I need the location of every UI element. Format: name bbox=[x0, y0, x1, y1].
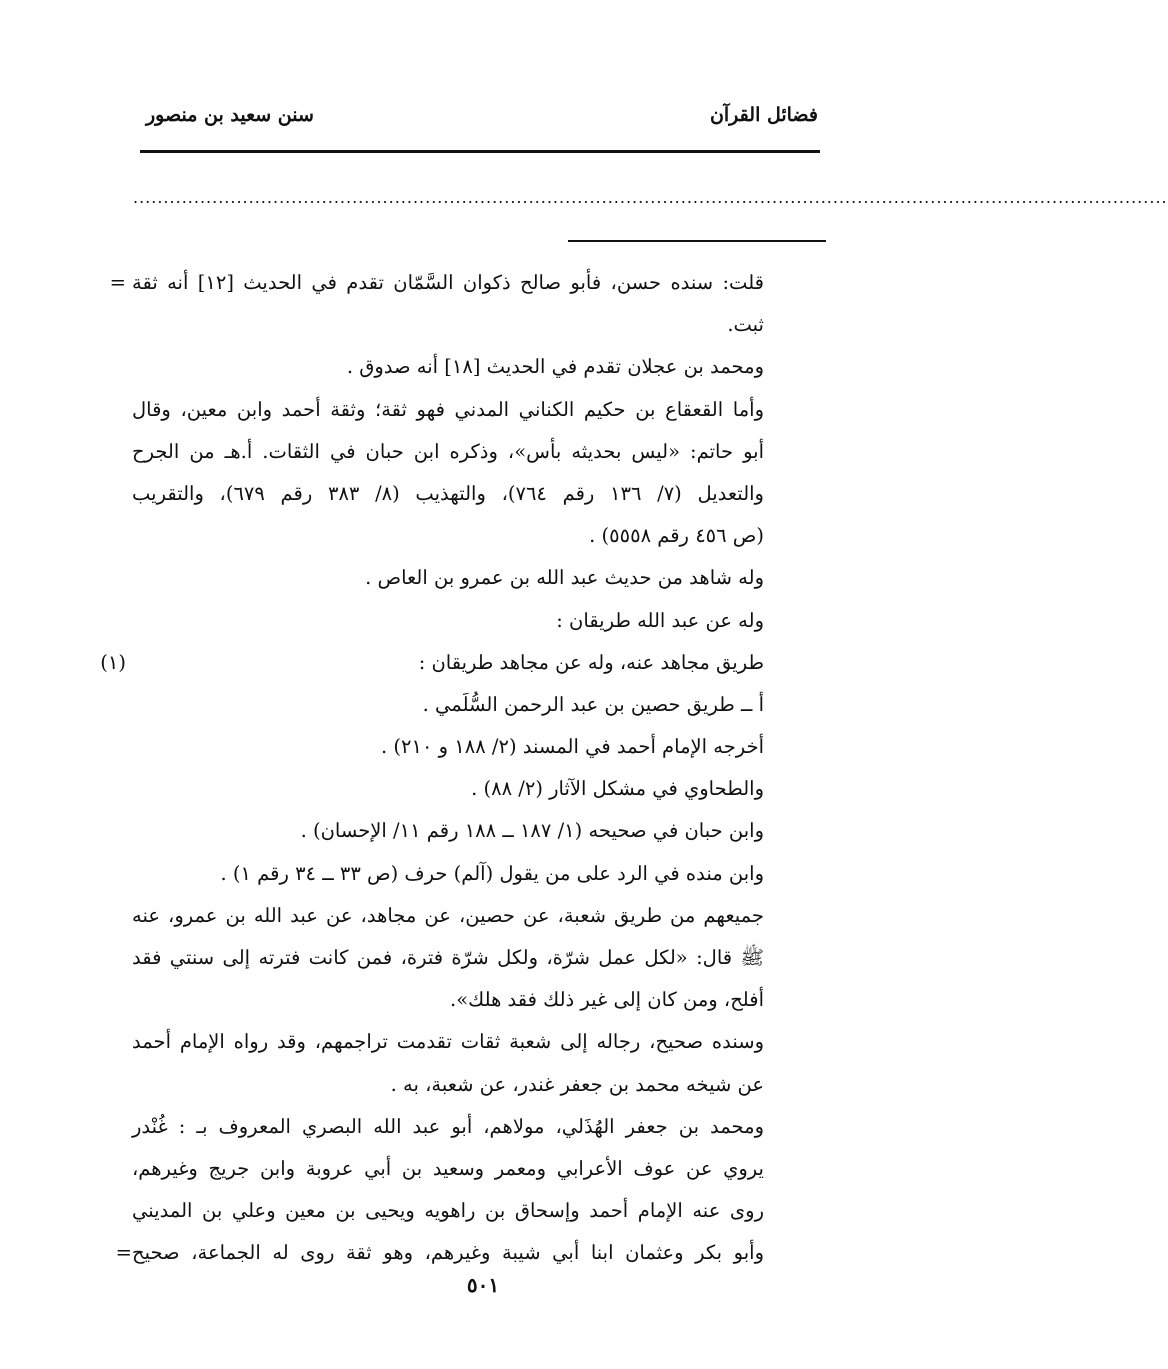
text-line: طريق مجاهد عنه، وله عن مجاهد طريقان : bbox=[418, 650, 764, 674]
text-line: أخرجه الإمام أحمد في المسند (٢/ ١٨٨ و ٢١٠) . bbox=[381, 735, 764, 759]
footnote-number: (١) bbox=[100, 650, 126, 674]
continuation-marker: = bbox=[109, 271, 126, 294]
header-rule bbox=[140, 150, 820, 153]
text-line: روى عنه الإمام أحمد وإسحاق بن راهويه ويحيى بن معين وعلي بن المديني bbox=[132, 1199, 764, 1223]
page-number: ٥٠١ bbox=[466, 1273, 500, 1297]
text-line: يروي عن عوف الأعرابي ومعمر وسعيد بن أبي عروبة وابن جريج وغيرهم، bbox=[132, 1156, 764, 1180]
text-line: (ص ٤٥٦ رقم ٥٥٥٨) . bbox=[589, 524, 764, 548]
text-line: ثبت. bbox=[727, 313, 764, 337]
footnote-rule bbox=[568, 240, 826, 242]
text-line: أبو حاتم: «ليس بحديثه بأس»، وذكره ابن حبان في الثقات. أ.هـ من الجرح bbox=[132, 439, 764, 463]
text-line: جميعهم من طريق شعبة، عن حصين، عن مجاهد، عن عبد الله بن عمرو، عنه bbox=[132, 903, 764, 927]
running-header-chapter: فضائل القرآن bbox=[709, 104, 818, 126]
text-line: أ ــ طريق حصين بن عبد الرحمن السُّلَمي . bbox=[422, 692, 764, 716]
dotted-separator: .......................................................................................................................................................................... bbox=[133, 188, 1168, 207]
text-line: وابن منده في الرد على من يقول (آلم) حرف (ص ٣٣ ــ ٣٤ رقم ١) . bbox=[220, 861, 764, 885]
text-line: أفلح، ومن كان إلى غير ذلك فقد هلك». bbox=[450, 988, 764, 1012]
continuation-marker-end: = bbox=[115, 1241, 132, 1264]
text-line: وله شاهد من حديث عبد الله بن عمرو بن العاص . bbox=[365, 566, 764, 590]
text-line: ومحمد بن جعفر الهُذَلي، مولاهم، أبو عبد الله البصري المعروف بـ : غُنْدر bbox=[132, 1114, 764, 1138]
text-line: وابن حبان في صحيحه (١/ ١٨٧ ــ ١٨٨ رقم ١١/ الإحسان) . bbox=[300, 819, 764, 843]
text-line: ﷺ قال: «لكل عمل شرّة، ولكل شرّة فترة، فمن كانت فترته إلى سنتي فقد bbox=[132, 946, 764, 969]
running-header-book: سنن سعيد بن منصور bbox=[146, 104, 314, 126]
text-line: ومحمد بن عجلان تقدم في الحديث [١٨] أنه صدوق . bbox=[346, 355, 764, 379]
text-line: عن شيخه محمد بن جعفر غندر، عن شعبة، به . bbox=[390, 1072, 764, 1096]
text-line: وأبو بكر وعثمان ابنا أبي شيبة وغيرهم، وهو ثقة روى له الجماعة، صحيح bbox=[132, 1241, 764, 1265]
text-line: قلت: سنده حسن، فأبو صالح ذكوان السَّمّان تقدم في الحديث [١٢] أنه ثقة bbox=[132, 271, 764, 294]
footnote-text bbox=[132, 262, 764, 1275]
text-line: وله عن عبد الله طريقان : bbox=[556, 608, 764, 632]
text-line: وسنده صحيح، رجاله إلى شعبة ثقات تقدمت تراجمهم، وقد رواه الإمام أحمد bbox=[132, 1030, 764, 1054]
text-line: وأما القعقاع بن حكيم الكناني المدني فهو ثقة؛ وثقة أحمد وابن معين، وقال bbox=[132, 397, 764, 421]
text-line: والطحاوي في مشكل الآثار (٢/ ٨٨) . bbox=[471, 777, 764, 801]
text-line: والتعديل (٧/ ١٣٦ رقم ٧٦٤)، والتهذيب (٨/ ٣٨٣ رقم ٦٧٩)، والتقريب bbox=[132, 481, 764, 505]
